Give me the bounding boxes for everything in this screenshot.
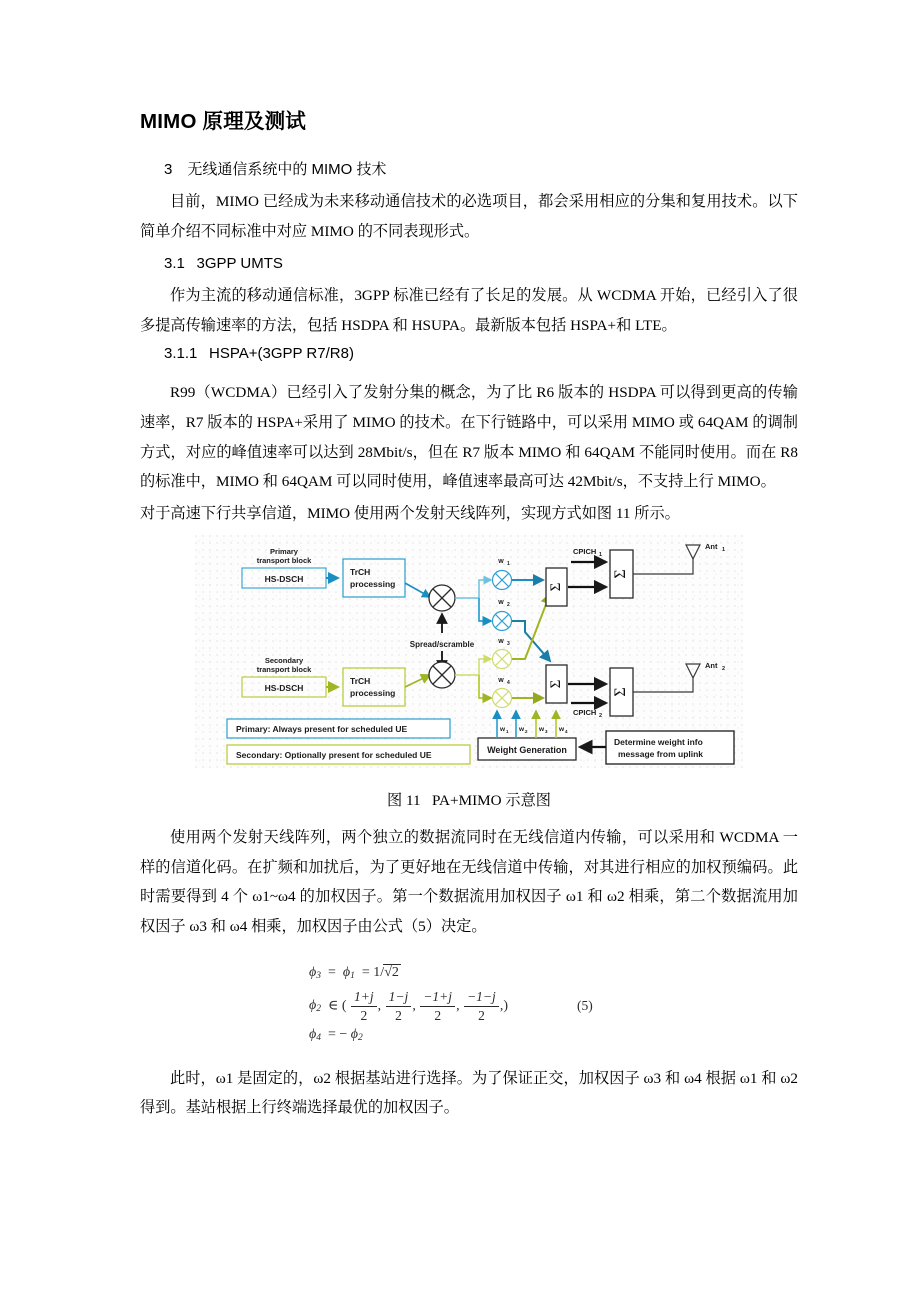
svg-text:4: 4 [507, 679, 510, 686]
section-3-1-1-paragraph-4: 此时，ω1 是固定的，ω2 根据基站进行选择。为了保证正交，加权因子 ω3 和 ω4 根据 ω1 和 ω2 得到。基站根据上行终端选择最优的加权因子。 [140, 1069, 798, 1117]
svg-text:CPICH: CPICH [573, 546, 597, 556]
antenna-1-icon [686, 545, 700, 559]
section-3-1-paragraph-1: 作为主流的移动通信标准，3GPP 标准已经有了长足的发展。从 WCDMA 开始，已经引入了很多提高传输速率的方法，包括 HSDPA 和 HSUPA。最新版本包括 HSPA+和 LTE。 [140, 287, 798, 335]
svg-text:Σ: Σ [547, 679, 564, 688]
svg-text:HS-DSCH: HS-DSCH [264, 682, 304, 693]
svg-text:Ant: Ant [705, 660, 718, 670]
outer-sum-box-1 [610, 550, 633, 598]
omega-4-symbol: $\phi_4$ [309, 1026, 321, 1043]
antenna-2-icon [686, 664, 700, 678]
svg-text:2: 2 [599, 712, 603, 719]
svg-text:1: 1 [722, 546, 726, 553]
svg-text:Secondary: Optionally present: Secondary: Optionally present for scheduled UE [236, 749, 432, 760]
weight-generation-box [478, 738, 576, 760]
sum-box-2 [546, 665, 567, 703]
section-3-1-1-paragraph-1: R99（WCDMA）已经引入了发射分集的概念，为了比 R6 版本的 HSDPA 可以得到更高的传输速率，R7 版本的 HSPA+采用了 MIMO 的技术。在下行链路中，可以采用 MIMO 或 64QAM 的调制方式，对应的峰值速率可以达到 28Mbit/s，但在 R7 版本 MIMO 和 64QAM 不能同时使用。而在 R8 的标准中，MIMO 和 64QAM 可以同时使用，峰值速率最高可达 42Mbit/s，不支持上行 MIMO。 [140, 384, 798, 491]
svg-text:2: 2 [525, 728, 528, 734]
svg-text:w: w [539, 725, 545, 733]
figure-11-image [195, 535, 743, 768]
w3-mixer [493, 649, 512, 668]
svg-text:Secondary: Secondary [264, 655, 304, 665]
primary-transport-block-group [242, 547, 326, 588]
svg-text:Weight Generation: Weight Generation [487, 744, 567, 755]
formula-5-block [140, 964, 798, 1050]
svg-text:transport block: transport block [256, 555, 312, 565]
determine-weight-info-box [606, 731, 734, 764]
formula-line-3: $\phi_4$ = − $\phi_2$ [309, 1026, 363, 1043]
omega-1-symbol: $\phi_1$ [342, 964, 355, 981]
w4-mixer [493, 688, 512, 707]
svg-text:w: w [498, 598, 504, 606]
section-heading-3-1-1: 3.1.1 HSPA+(3GPP R7/R8) [164, 344, 354, 362]
legend-primary [227, 719, 450, 738]
svg-text:message from uplink: message from uplink [618, 748, 704, 759]
svg-text:4: 4 [565, 728, 568, 734]
formula-line-2: $\phi_2$ ∈ ( $\frac{1+j}{2}$ , $\frac{1-j}{2}$ , $\frac{-1+j}{2}$ , $\frac{-1-j}{2}$ ,) [309, 988, 508, 1023]
svg-text:processing: processing [350, 578, 396, 589]
svg-text:2: 2 [507, 601, 510, 608]
svg-text:transport block: transport block [256, 664, 312, 674]
section-3-1-1-paragraph-2: 对于高速下行共享信道，MIMO 使用两个发射天线阵列，实现方式如图 11 所示。 [140, 504, 680, 522]
section-heading-3: 3 无线通信系统中的 MIMO 技术 [164, 160, 387, 178]
section-heading-3-1: 3.1 3GPP UMTS [164, 254, 283, 272]
omega-2-symbol-neg: $\phi_2$ [350, 1026, 363, 1043]
svg-text:Spread/scramble: Spread/scramble [409, 639, 475, 649]
secondary-trch-processing-box [343, 668, 405, 706]
svg-text:processing: processing [350, 687, 396, 698]
sum-box-1 [546, 568, 567, 606]
svg-text:1: 1 [506, 728, 509, 734]
svg-text:HS-DSCH: HS-DSCH [264, 573, 304, 584]
w2-mixer [493, 611, 512, 630]
page-title: MIMO 原理及测试 [140, 110, 306, 133]
svg-text:1: 1 [507, 560, 510, 567]
svg-text:TrCH: TrCH [350, 566, 371, 577]
secondary-transport-block-group [242, 656, 326, 697]
svg-text:CPICH: CPICH [573, 707, 597, 717]
secondary-spread-scramble-mixer [429, 662, 455, 688]
omega-2-symbol: $\phi_2$ [309, 998, 321, 1015]
figure-11-container [140, 535, 798, 768]
svg-text:Primary: Primary [270, 546, 298, 556]
svg-text:Ant: Ant [705, 541, 718, 551]
formula-number: (5) [577, 997, 593, 1013]
svg-text:w: w [519, 725, 525, 733]
svg-text:3: 3 [545, 728, 548, 734]
omega-3-symbol: $\phi_3$ [309, 964, 321, 981]
fraction-4: $\frac{-1-j}{2}$ [464, 989, 499, 1024]
svg-text:Primary: Always present for sc: Primary: Always present for scheduled UE [236, 723, 408, 734]
svg-text:w: w [498, 676, 504, 684]
figure-11-caption: 图 11 PA+MIMO 示意图 [387, 791, 551, 809]
svg-text:w: w [498, 557, 504, 565]
fraction-2: $\frac{1-j}{2}$ [386, 989, 412, 1024]
svg-text:2: 2 [722, 665, 726, 672]
legend-secondary [227, 745, 470, 764]
svg-text:Σ: Σ [612, 568, 630, 579]
primary-trch-processing-box [343, 559, 405, 597]
section-3-1-1-paragraph-3: 使用两个发射天线阵列，两个独立的数据流同时在无线信道内传输，可以采用和 WCDMA 一样的信道化码。在扩频和加扰后，为了更好地在无线信道中传输，对其进行相应的加权预编码。此时需要得到 4 个 ω1~ω4 的加权因子。第一个数据流用加权因子 ω1 和 ω2 相乘，第二个数据流用加权因子 ω3 和 ω4 相乘，加权因子由公式（5）决定。 [140, 828, 798, 935]
fraction-3: $\frac{-1+j}{2}$ [420, 989, 455, 1024]
svg-text:Determine weight info: Determine weight info [614, 736, 703, 747]
svg-text:w: w [500, 725, 506, 733]
svg-text:w: w [559, 725, 565, 733]
svg-text:Σ: Σ [547, 582, 564, 591]
formula-line-1: $\phi_3 = \phi_1 = 1/√2$ [309, 964, 399, 981]
svg-text:Σ: Σ [612, 686, 630, 697]
w1-mixer [493, 570, 512, 589]
outer-sum-box-2 [610, 668, 633, 716]
svg-text:3: 3 [507, 640, 510, 647]
svg-text:w: w [498, 637, 504, 645]
svg-text:1: 1 [599, 551, 603, 558]
formula-5 [309, 964, 629, 1050]
svg-text:TrCH: TrCH [350, 675, 371, 686]
section-3-paragraph-1: 目前，MIMO 已经成为未来移动通信技术的必选项目，都会采用相应的分集和复用技术。以下简单介绍不同标准中对应 MIMO 的不同表现形式。 [140, 193, 798, 240]
fraction-1: $\frac{1+j}{2}$ [351, 989, 377, 1024]
primary-spread-scramble-mixer [429, 585, 455, 611]
